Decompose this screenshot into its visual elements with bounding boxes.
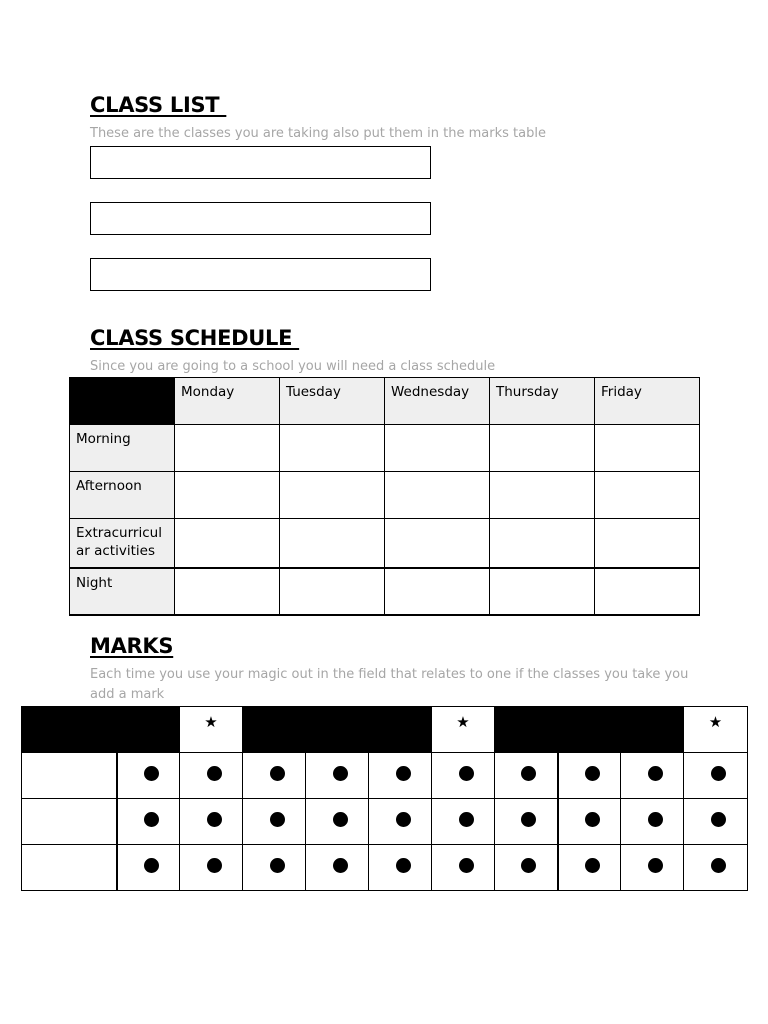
marks-class-cell[interactable] — [22, 845, 117, 891]
mark-dot-icon — [333, 858, 348, 873]
mark-dot-icon — [396, 858, 411, 873]
schedule-row-label: Extracurricular activities — [70, 519, 175, 568]
mark-dot-icon — [585, 766, 600, 781]
marks-row — [22, 799, 748, 845]
mark-dot-icon — [396, 812, 411, 827]
schedule-corner-cell — [70, 378, 175, 425]
mark-dot-icon — [270, 812, 285, 827]
mark-dot-icon — [333, 812, 348, 827]
schedule-row-afternoon — [70, 472, 700, 519]
mark-cell[interactable] — [180, 799, 243, 845]
mark-dot-icon — [270, 858, 285, 873]
mark-cell[interactable] — [243, 753, 306, 799]
marks-subtitle: Each time you use your magic out in the field that relates to one if the classes you take you add a mark — [90, 667, 689, 702]
star-icon: ★ — [432, 707, 495, 753]
mark-dot-icon — [207, 812, 222, 827]
class-input-box-2[interactable] — [90, 202, 431, 235]
mark-dot-icon — [521, 812, 536, 827]
mark-cell[interactable] — [369, 753, 432, 799]
marks-class-cell[interactable] — [22, 799, 117, 845]
mark-dot-icon — [144, 812, 159, 827]
schedule-cell[interactable] — [280, 519, 385, 568]
schedule-row-label: Morning — [70, 425, 175, 472]
mark-cell[interactable] — [684, 845, 748, 891]
mark-cell[interactable] — [684, 753, 748, 799]
mark-cell[interactable] — [684, 799, 748, 845]
schedule-header-row — [70, 378, 700, 425]
class-schedule-table — [69, 377, 700, 616]
schedule-cell[interactable] — [595, 472, 700, 519]
schedule-day-friday: Friday — [595, 378, 700, 425]
mark-dot-icon — [144, 858, 159, 873]
mark-dot-icon — [207, 766, 222, 781]
marks-row — [22, 845, 748, 891]
mark-dot-icon — [270, 766, 285, 781]
schedule-cell[interactable] — [175, 568, 280, 615]
schedule-cell[interactable] — [175, 519, 280, 568]
schedule-cell[interactable] — [385, 519, 490, 568]
mark-dot-icon — [585, 812, 600, 827]
class-list-heading: CLASS LIST — [90, 93, 227, 117]
mark-cell[interactable] — [306, 845, 369, 891]
mark-cell[interactable] — [306, 799, 369, 845]
mark-dot-icon — [711, 858, 726, 873]
schedule-row-morning — [70, 425, 700, 472]
mark-cell[interactable] — [117, 799, 180, 845]
schedule-cell[interactable] — [490, 519, 595, 568]
mark-cell[interactable] — [558, 845, 621, 891]
marks-header-row — [22, 707, 748, 753]
schedule-row-label: Afternoon — [70, 472, 175, 519]
mark-dot-icon — [711, 766, 726, 781]
schedule-cell[interactable] — [490, 568, 595, 615]
marks-rows — [22, 753, 748, 891]
mark-cell[interactable] — [369, 799, 432, 845]
marks-row — [22, 753, 748, 799]
mark-cell[interactable] — [495, 845, 558, 891]
mark-cell[interactable] — [117, 753, 180, 799]
mark-dot-icon — [585, 858, 600, 873]
mark-dot-icon — [459, 858, 474, 873]
mark-dot-icon — [459, 812, 474, 827]
mark-cell[interactable] — [243, 845, 306, 891]
schedule-cell[interactable] — [595, 519, 700, 568]
marks-class-cell[interactable] — [22, 753, 117, 799]
mark-dot-icon — [648, 766, 663, 781]
mark-dot-icon — [648, 812, 663, 827]
marks-table — [21, 706, 748, 891]
schedule-cell[interactable] — [280, 472, 385, 519]
schedule-day-tuesday: Tuesday — [280, 378, 385, 425]
mark-cell[interactable] — [180, 753, 243, 799]
schedule-day-thursday: Thursday — [490, 378, 595, 425]
class-list-subtitle: These are the classes you are taking also put them in the marks table — [90, 126, 546, 141]
class-input-box-3[interactable] — [90, 258, 431, 291]
mark-dot-icon — [207, 858, 222, 873]
marks-header-block — [243, 707, 432, 753]
schedule-cell[interactable] — [490, 472, 595, 519]
mark-cell[interactable] — [432, 845, 495, 891]
schedule-day-wednesday: Wednesday — [385, 378, 490, 425]
schedule-day-monday: Monday — [175, 378, 280, 425]
mark-dot-icon — [459, 766, 474, 781]
mark-cell[interactable] — [180, 845, 243, 891]
mark-dot-icon — [333, 766, 348, 781]
class-schedule-subtitle: Since you are going to a school you will need a class schedule — [90, 359, 496, 374]
star-icon: ★ — [180, 707, 243, 753]
marks-header-block — [495, 707, 684, 753]
schedule-row-night — [70, 568, 700, 615]
class-input-box-1[interactable] — [90, 146, 431, 179]
marks-heading: MARKS — [90, 634, 174, 658]
mark-cell[interactable] — [621, 845, 684, 891]
schedule-row-label: Night — [70, 568, 175, 615]
mark-cell[interactable] — [306, 753, 369, 799]
schedule-cell[interactable] — [385, 425, 490, 472]
star-icon: ★ — [684, 707, 748, 753]
mark-dot-icon — [396, 766, 411, 781]
schedule-cell[interactable] — [385, 568, 490, 615]
mark-cell[interactable] — [432, 753, 495, 799]
mark-cell[interactable] — [495, 753, 558, 799]
mark-dot-icon — [521, 858, 536, 873]
schedule-cell[interactable] — [280, 425, 385, 472]
mark-dot-icon — [144, 766, 159, 781]
marks-header-block — [22, 707, 180, 753]
mark-cell[interactable] — [558, 753, 621, 799]
mark-cell[interactable] — [117, 845, 180, 891]
schedule-cell[interactable] — [385, 472, 490, 519]
mark-cell[interactable] — [369, 845, 432, 891]
mark-cell[interactable] — [243, 799, 306, 845]
mark-dot-icon — [521, 766, 536, 781]
mark-dot-icon — [711, 812, 726, 827]
class-schedule-heading: CLASS SCHEDULE — [90, 326, 300, 350]
schedule-cell[interactable] — [175, 472, 280, 519]
mark-cell[interactable] — [621, 753, 684, 799]
schedule-cell[interactable] — [490, 425, 595, 472]
mark-cell[interactable] — [432, 799, 495, 845]
schedule-cell[interactable] — [595, 568, 700, 615]
schedule-cell[interactable] — [595, 425, 700, 472]
mark-cell[interactable] — [558, 799, 621, 845]
mark-cell[interactable] — [495, 799, 558, 845]
schedule-cell[interactable] — [175, 425, 280, 472]
schedule-cell[interactable] — [280, 568, 385, 615]
mark-dot-icon — [648, 858, 663, 873]
mark-cell[interactable] — [621, 799, 684, 845]
schedule-row-extracurricular — [70, 519, 700, 568]
